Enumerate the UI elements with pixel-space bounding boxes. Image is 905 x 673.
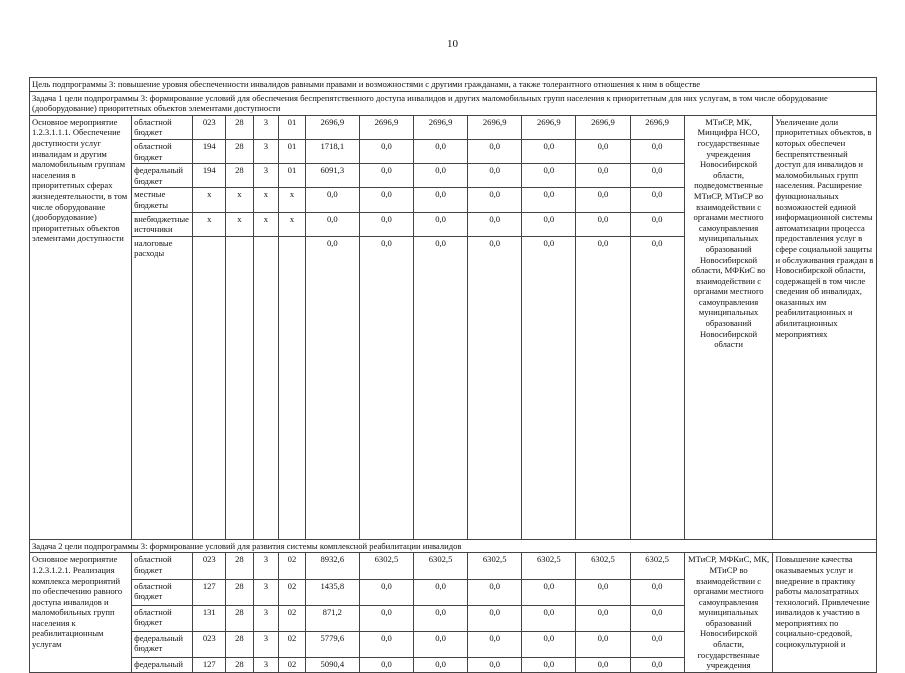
code-cell: 131 — [193, 605, 226, 631]
code-cell: 3 — [253, 115, 279, 139]
value-cell: 0,0 — [359, 658, 413, 673]
code-cell: 01 — [279, 139, 306, 163]
goal-text: Цель подпрограммы 3: повышение уровня обеспеченности инвалидов равными правами и возможностями с другими гражданами, а также толерантного отношения к ним в обществе — [30, 78, 877, 92]
table-row — [30, 553, 877, 579]
task2-title: Задача 2 цели подпрограммы 3: формирование условий для развития системы комплексной реабилитации инвалидов — [30, 539, 877, 553]
funding-source: внебюджетные источники — [132, 212, 193, 236]
task1-executors-cell: МТиСР, МК, Минцифра НСО, государственные учреждения Новосибирской области, подведомственные МТиСР, МТиСР во взаимодействии с органами местного самоуправления муниципальных образований Новосибирской области, МФКиС во взаимодействии с органами местного самоуправления муниципальных образований Новосибирской области — [684, 115, 773, 539]
code-cell: 127 — [193, 658, 226, 673]
value-cell: 0,0 — [305, 188, 359, 212]
value-cell: 0,0 — [576, 139, 630, 163]
value-cell: 0,0 — [414, 631, 468, 657]
code-cell: 3 — [253, 605, 279, 631]
value-cell: 0,0 — [414, 164, 468, 188]
value-cell: 0,0 — [359, 579, 413, 605]
value-cell: 2696,9 — [576, 115, 630, 139]
code-cell: 28 — [226, 658, 254, 673]
code-cell — [279, 236, 306, 539]
value-cell: 0,0 — [630, 658, 684, 673]
page-number: 10 — [447, 38, 458, 50]
value-cell: 0,0 — [468, 188, 522, 212]
value-cell: 0,0 — [414, 236, 468, 539]
value-cell: 0,0 — [522, 212, 576, 236]
value-cell: 2696,9 — [468, 115, 522, 139]
code-cell: х — [279, 188, 306, 212]
value-cell: 0,0 — [414, 605, 468, 631]
value-cell: 6302,5 — [576, 553, 630, 579]
value-cell: 5090,4 — [305, 658, 359, 673]
value-cell: 6302,5 — [522, 553, 576, 579]
code-cell: 28 — [226, 605, 254, 631]
value-cell: 0,0 — [576, 631, 630, 657]
code-cell — [193, 236, 226, 539]
code-cell — [226, 236, 254, 539]
value-cell: 0,0 — [359, 631, 413, 657]
funding-source: федеральный бюджет — [132, 164, 193, 188]
code-cell: 3 — [253, 139, 279, 163]
value-cell: 0,0 — [414, 212, 468, 236]
value-cell: 0,0 — [468, 139, 522, 163]
program-table — [29, 77, 877, 673]
value-cell: 0,0 — [359, 164, 413, 188]
value-cell: 1718,1 — [305, 139, 359, 163]
value-cell: 0,0 — [522, 236, 576, 539]
value-cell: 2696,9 — [359, 115, 413, 139]
code-cell: 127 — [193, 579, 226, 605]
code-cell: х — [253, 188, 279, 212]
value-cell: 0,0 — [630, 236, 684, 539]
value-cell: 0,0 — [630, 188, 684, 212]
task2-measure-cell: Основное мероприятие 1.2.3.1.2.1. Реализация комплекса мероприятий по обеспечению равного доступа инвалидов и маломобильных групп населения к реабилитационным услугам — [30, 553, 132, 673]
code-cell: 3 — [253, 553, 279, 579]
code-cell: 02 — [279, 658, 306, 673]
funding-source: федеральный бюджет — [132, 631, 193, 657]
task1-title: Задача 1 цели подпрограммы 3: формирование условий для обеспечения беспрепятственного доступа инвалидов и других маломобильных групп населения к приоритетным для них услугам, в том числе оборудование (дооборудование) приоритетных объектов элементами доступности — [30, 91, 877, 115]
value-cell: 0,0 — [359, 139, 413, 163]
code-cell: 023 — [193, 631, 226, 657]
table-row — [30, 115, 877, 139]
value-cell: 0,0 — [576, 212, 630, 236]
value-cell: 0,0 — [468, 164, 522, 188]
code-cell: 3 — [253, 631, 279, 657]
value-cell: 0,0 — [522, 631, 576, 657]
value-cell: 0,0 — [522, 579, 576, 605]
funding-source: областной бюджет — [132, 115, 193, 139]
code-cell: 28 — [226, 631, 254, 657]
value-cell: 0,0 — [576, 188, 630, 212]
value-cell: 0,0 — [630, 164, 684, 188]
funding-source: местные бюджеты — [132, 188, 193, 212]
code-cell: х — [253, 212, 279, 236]
value-cell: 0,0 — [359, 188, 413, 212]
value-cell: 6302,5 — [468, 553, 522, 579]
value-cell: 871,2 — [305, 605, 359, 631]
value-cell: 2696,9 — [305, 115, 359, 139]
value-cell: 0,0 — [359, 605, 413, 631]
code-cell: 194 — [193, 164, 226, 188]
value-cell: 0,0 — [522, 164, 576, 188]
code-cell: х — [279, 212, 306, 236]
value-cell: 0,0 — [468, 212, 522, 236]
task2-title-row — [30, 539, 877, 553]
funding-source: областной бюджет — [132, 553, 193, 579]
value-cell: 0,0 — [305, 212, 359, 236]
value-cell: 0,0 — [576, 658, 630, 673]
code-cell: х — [226, 188, 254, 212]
value-cell: 0,0 — [576, 579, 630, 605]
code-cell: 194 — [193, 139, 226, 163]
value-cell: 0,0 — [630, 605, 684, 631]
value-cell: 0,0 — [359, 236, 413, 539]
funding-source: областной бюджет — [132, 605, 193, 631]
code-cell: 01 — [279, 164, 306, 188]
code-cell: х — [193, 188, 226, 212]
value-cell: 0,0 — [576, 605, 630, 631]
value-cell: 0,0 — [468, 579, 522, 605]
code-cell: 28 — [226, 139, 254, 163]
value-cell: 0,0 — [414, 188, 468, 212]
funding-source: федеральный — [132, 658, 193, 673]
value-cell: 5779,6 — [305, 631, 359, 657]
value-cell: 0,0 — [576, 236, 630, 539]
value-cell: 0,0 — [522, 605, 576, 631]
task2-result-cell: Повышение качества оказываемых услуг и внедрение в практику работы малозатратных технологий. Привлечение инвалидов к участию в мероприятиях по социально-средовой, социокультурной и — [773, 553, 877, 673]
code-cell: 01 — [279, 115, 306, 139]
code-cell: 28 — [226, 553, 254, 579]
value-cell: 0,0 — [522, 188, 576, 212]
goal-row — [30, 78, 877, 92]
value-cell: 0,0 — [359, 212, 413, 236]
value-cell: 0,0 — [414, 658, 468, 673]
value-cell: 0,0 — [468, 631, 522, 657]
funding-source: налоговые расходы — [132, 236, 193, 539]
funding-source: областной бюджет — [132, 579, 193, 605]
code-cell: 02 — [279, 605, 306, 631]
code-cell: 023 — [193, 115, 226, 139]
code-cell: х — [193, 212, 226, 236]
code-cell: 28 — [226, 115, 254, 139]
code-cell: х — [226, 212, 254, 236]
value-cell: 6302,5 — [630, 553, 684, 579]
code-cell: 28 — [226, 579, 254, 605]
task1-result-cell: Увеличение доли приоритетных объектов, в которых обеспечен беспрепятственный доступ для инвалидов и маломобильных групп населения. Расширение функциональных возможностей единой информационной системы автоматизации процесса предоставления услуг в сфере социальной защиты и обслуживания граждан в Новосибирской области, содержащей в том числе сведения об инвалидах, оказанных им реабилитационных и абилитационных мероприятиях — [773, 115, 877, 539]
value-cell: 0,0 — [522, 139, 576, 163]
task1-title-row — [30, 91, 877, 115]
task2-executors-cell: МТиСР, МФКиС, МК, МТиСР во взаимодействии с органами местного самоуправления муниципальных образований Новосибирской области, государственные учреждения — [684, 553, 773, 673]
value-cell: 0,0 — [576, 164, 630, 188]
value-cell: 6302,5 — [414, 553, 468, 579]
value-cell: 0,0 — [630, 212, 684, 236]
value-cell: 8932,6 — [305, 553, 359, 579]
value-cell: 2696,9 — [414, 115, 468, 139]
code-cell: 02 — [279, 553, 306, 579]
value-cell: 6302,5 — [359, 553, 413, 579]
value-cell: 0,0 — [468, 658, 522, 673]
code-cell: 023 — [193, 553, 226, 579]
value-cell: 0,0 — [305, 236, 359, 539]
value-cell: 0,0 — [630, 139, 684, 163]
value-cell: 0,0 — [630, 579, 684, 605]
value-cell: 0,0 — [414, 139, 468, 163]
code-cell: 02 — [279, 579, 306, 605]
value-cell: 0,0 — [630, 631, 684, 657]
value-cell: 0,0 — [414, 579, 468, 605]
code-cell: 3 — [253, 579, 279, 605]
code-cell: 02 — [279, 631, 306, 657]
value-cell: 0,0 — [468, 605, 522, 631]
task1-measure-cell: Основное мероприятие 1.2.3.1.1.1. Обеспечение доступности услуг инвалидам и другим маломобильным группам населения в приоритетных сферах жизнедеятельности, в том числе оборудование (дооборудование) приоритетных объектов элементами доступности — [30, 115, 132, 539]
value-cell: 6091,3 — [305, 164, 359, 188]
code-cell: 28 — [226, 164, 254, 188]
value-cell: 1435,8 — [305, 579, 359, 605]
value-cell: 2696,9 — [522, 115, 576, 139]
value-cell: 2696,9 — [630, 115, 684, 139]
code-cell — [253, 236, 279, 539]
code-cell: 3 — [253, 658, 279, 673]
code-cell: 3 — [253, 164, 279, 188]
value-cell: 0,0 — [522, 658, 576, 673]
value-cell: 0,0 — [468, 236, 522, 539]
funding-source: областной бюджет — [132, 139, 193, 163]
